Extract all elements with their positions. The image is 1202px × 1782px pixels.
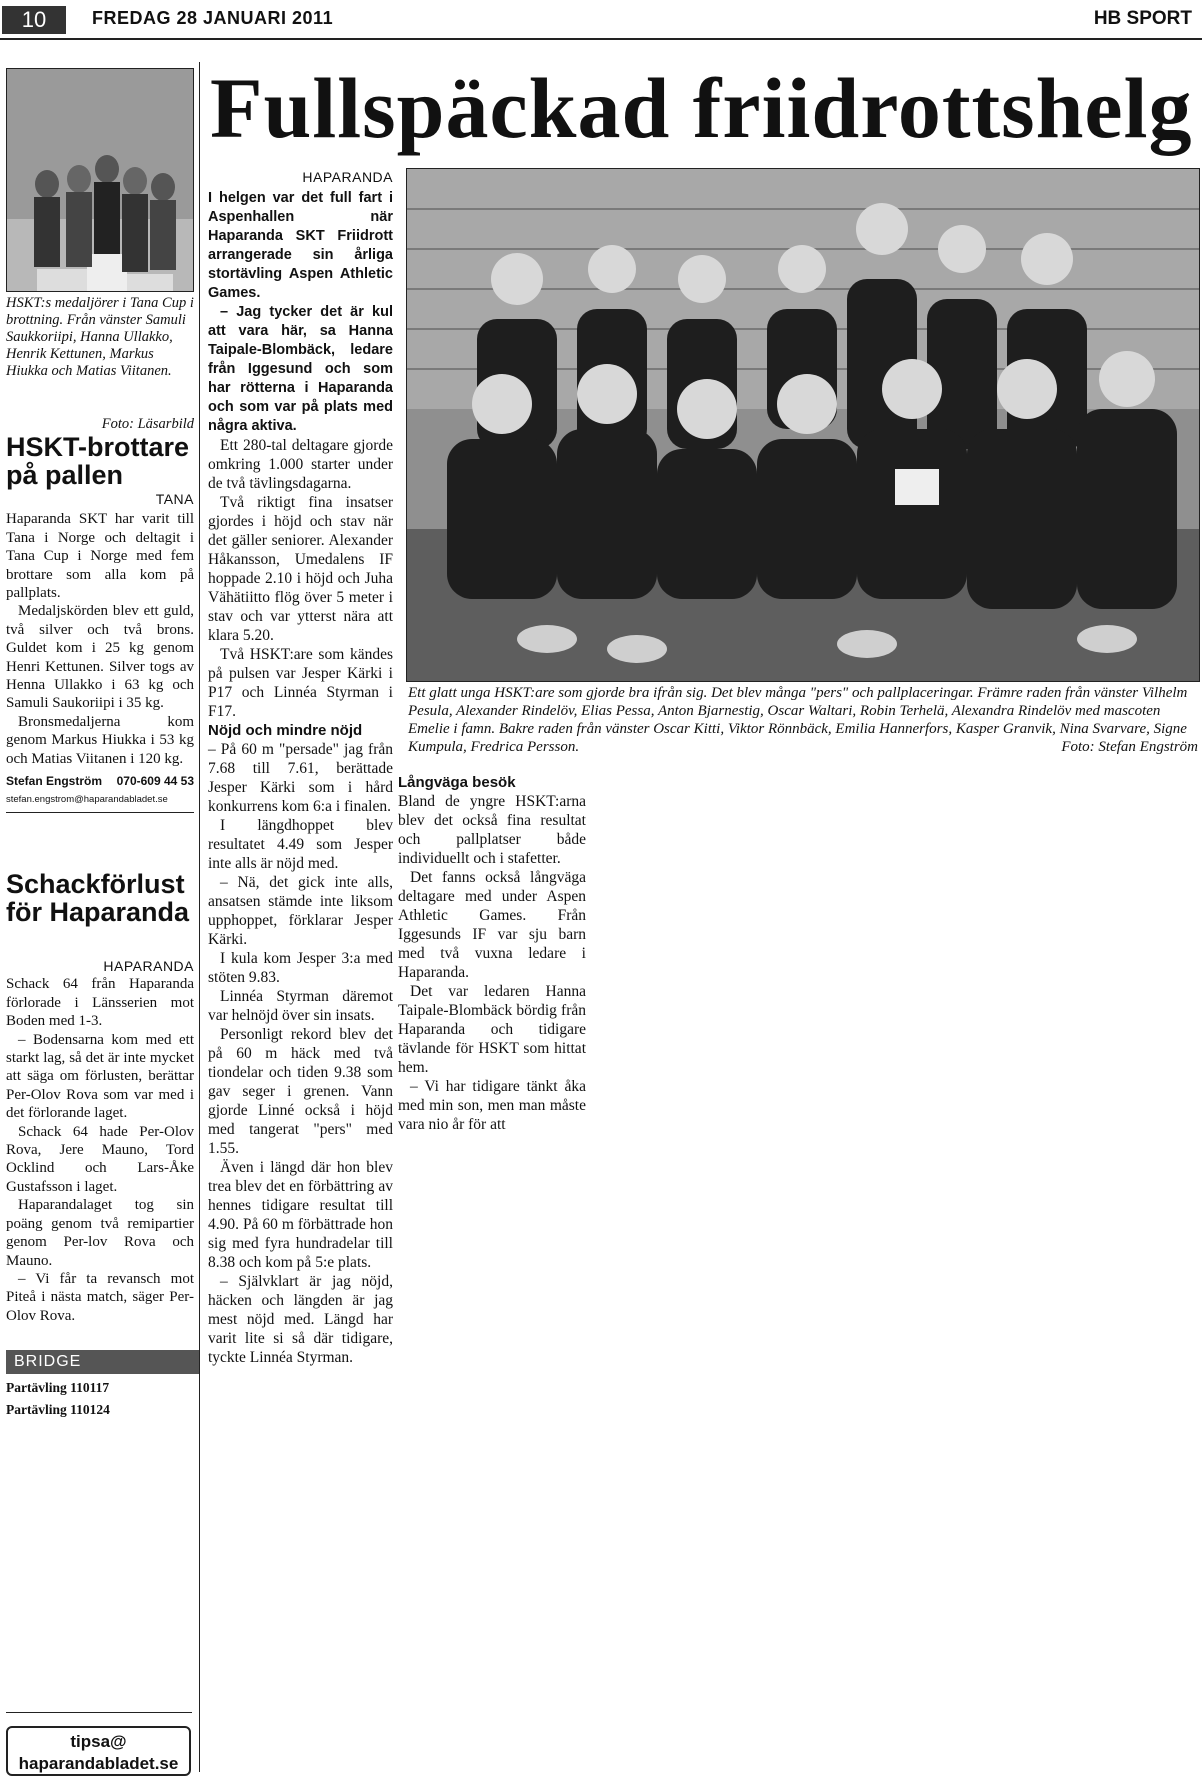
wrestling-headline: HSKT-brottare på pallen	[6, 432, 190, 491]
main-paragraph: – Nä, det gick inte alls, ansatsen stämde inte liksom upphoppet, förklarar Jesper Kärki.	[208, 874, 393, 948]
wrestling-dateline: TANA	[155, 491, 194, 507]
page-number: 10	[2, 6, 66, 34]
main-paragraph: Två riktigt fina insatser gjordes i höjd och stav när det gäller seniorer. Alexander Håkansson, Umedalens IF hoppade 2.10 i höjd och Juha Vähätiitto flög över 5 meter i stav och var ytterst nära att klara 5.20.	[208, 494, 393, 644]
chess-dateline: HAPARANDA	[103, 958, 194, 974]
main-headline: Fullspäckad friidrottshelg	[210, 60, 1193, 156]
main-paragraph: – Självklart är jag nöjd, häcken och längden är jag mest nöjd med. Längd har varit lite si så där tidigare, tyckte Linnéa Styrman.	[208, 1273, 393, 1366]
group-photo	[406, 168, 1200, 682]
main-paragraph: Ett 280-tal deltagare gjorde omkring 1.000 starter under de två tävlingsdagarna.	[208, 437, 393, 492]
bridge-results	[6, 1380, 192, 1418]
header-rule	[0, 38, 1202, 40]
chess-paragraph: Haparandalaget tog sin poäng genom två remipartier genom Per-lov Rova och Mauno.	[6, 1197, 194, 1269]
bridge-section-heading: Partävling 110124	[6, 1402, 110, 1417]
issue-date: FREDAG 28 JANUARI 2011	[92, 8, 334, 28]
chess-paragraph: – Bodensarna kom med ett starkt lag, så det är inte mycket att säga om förlusten, berättar Per-Olov Rova som var med i det förlorande laget.	[6, 1031, 194, 1122]
wrestling-paragraph: Bronsmedaljerna kom genom Markus Hiukka i 53 kg och Matias Viitanen i 120 kg.	[6, 713, 194, 767]
main-paragraph: Det var ledaren Hanna Taipale-Blombäck bördig från Haparanda och tidigare tävlande för HSKT som hittat hem.	[398, 983, 586, 1076]
tips-line: haparandabladet.se	[18, 1754, 179, 1773]
bridge-rule	[6, 1712, 192, 1713]
main-paragraph: – På 60 m "persade" jag från 7.68 till 7.61, berättade Jesper Kärki som i hård konkurrens kom 6:a i finalen.	[208, 741, 393, 815]
wrestling-byline	[6, 772, 194, 790]
bridge-header: BRIDGE	[6, 1350, 199, 1374]
byline-name: Stefan Engström	[6, 774, 103, 789]
chess-paragraph: Schack 64 hade Per-Olov Rova, Jere Mauno, Tord Ocklind och Lars-Åke Gustafsson i laget.	[6, 1123, 194, 1195]
byline-phone: 070-609 44 53	[116, 774, 194, 789]
main-paragraph: Linnéa Styrman däremot var helnöjd över sin insats.	[208, 988, 393, 1024]
caption-text: Ett glatt unga HSKT:are som gjorde bra ifrån sig. Det blev många "pers" och pallplaceringar. Främre raden från vänster Vilhelm Pesula, Alexander Rindelöv, Elias Pessa, Anton Bjarnestig, Oscar Waltari, Robin Terhelä, Alexandra Rindelöv med mascoten Emelie i famn. Bakre raden från vänster Oscar Kitti, Viktor Rönnbäck, Emilia Hannerfors, Kasper Granvik, Nina Svarvare, Signe Kumpula, Fredrica Persson.	[408, 685, 1188, 755]
main-paragraph: Bland de yngre HSKT:arna blev det också fina resultat och pallplatser både individuellt och i stafetter.	[398, 793, 586, 867]
main-paragraph: Personligt rekord blev det på 60 m häck med två tiondelar och tiden 9.38 som gav seger i grenen. Vann gjorde Linné också i höjd med tangerat "pers" med 1.55.	[208, 1026, 393, 1157]
section-name: HB SPORT	[1093, 8, 1192, 29]
wrestlers-photo-image	[7, 69, 193, 291]
main-paragraph: I kula kom Jesper 3:a med stöten 9.83.	[208, 950, 393, 986]
main-paragraph: I längdhoppet blev resultatet 4.49 som Jesper inte alls är nöjd med.	[208, 817, 393, 872]
tips-box[interactable]	[6, 1726, 191, 1776]
main-dateline: HAPARANDA	[302, 169, 393, 185]
main-lead: I helgen var det full fart i Aspenhallen när Haparanda SKT Friidrott arrangerade sin årliga stortävling Aspen Athletic Games.	[208, 190, 393, 301]
group-photo-caption	[408, 684, 1198, 756]
wrestling-article	[6, 490, 194, 813]
chess-headline: Schackförlust för Haparanda	[6, 869, 190, 928]
chess-article	[6, 957, 194, 1325]
wrestling-paragraph: Haparanda SKT har varit till Tana i Norge och deltagit i Tana Cup i Norge med fem brottare som alla kom på pallplats.	[6, 511, 194, 602]
bridge-section-heading: Partävling 110117	[6, 1380, 110, 1395]
main-article-col2	[398, 773, 586, 1134]
wrestling-paragraph: Medaljskörden blev ett guld, två silver och två brons. Guldet kom i 25 kg genom Henri Kettunen. Silver togs av Henna Ullakko i 63 kg och Samuli Saukoriipi i 35 kg.	[6, 603, 194, 712]
tips-line: tipsa@	[70, 1732, 127, 1751]
column-rule-left	[199, 62, 200, 1772]
caption-credit: Foto: Stefan Engström	[1061, 739, 1198, 755]
byline-email[interactable]: stefan.engstrom@haparandabladet.se	[6, 791, 194, 813]
main-article-col1	[208, 168, 393, 1367]
group-photo-image	[407, 169, 1199, 681]
main-subhead: Långväga besök	[398, 774, 516, 791]
main-paragraph: Även i längd där hon blev trea blev det en förbättring av hennes tidigare resultat till 4.90. På 60 m förbättrade hon sig med fyra hundradelar till 8.38 och kom på 5:e plats.	[208, 1159, 393, 1271]
wrestlers-photo-caption: HSKT:s medaljörer i Tana Cup i brottning. Från vänster Samuli Saukkoriipi, Hanna Ullakko, Henrik Kettunen, Markus Hiukka och Matias Viitanen.	[6, 295, 194, 379]
wrestlers-photo-credit: Foto: Läsarbild	[101, 416, 194, 432]
chess-paragraph: Schack 64 från Haparanda förlorade i Länsserien mot Boden med 1-3.	[6, 976, 194, 1030]
main-paragraph: Två HSKT:are som kändes på pulsen var Jesper Kärki i P17 och Linnéa Styrman i F17.	[208, 646, 393, 720]
main-lead-quote: – Jag tycker det är kul att vara här, sa Hanna Taipale-Blombäck, ledare från Iggesund och som har rötterna i Haparanda och som var på plats med några aktiva.	[208, 304, 393, 434]
wrestlers-photo	[6, 68, 194, 292]
main-subhead: Nöjd och mindre nöjd	[208, 722, 363, 739]
chess-paragraph: – Vi får ta revansch mot Piteå i nästa match, säger Per-Olov Rova.	[6, 1270, 194, 1324]
main-paragraph: Det fanns också långväga deltagare med under Aspen Athletic Games. Från Iggesunds IF var sju barn med två vuxna ledare i Haparanda.	[398, 869, 586, 981]
main-paragraph: – Vi har tidigare tänkt åka med min son, men man måste vara nio år för att	[398, 1078, 586, 1133]
